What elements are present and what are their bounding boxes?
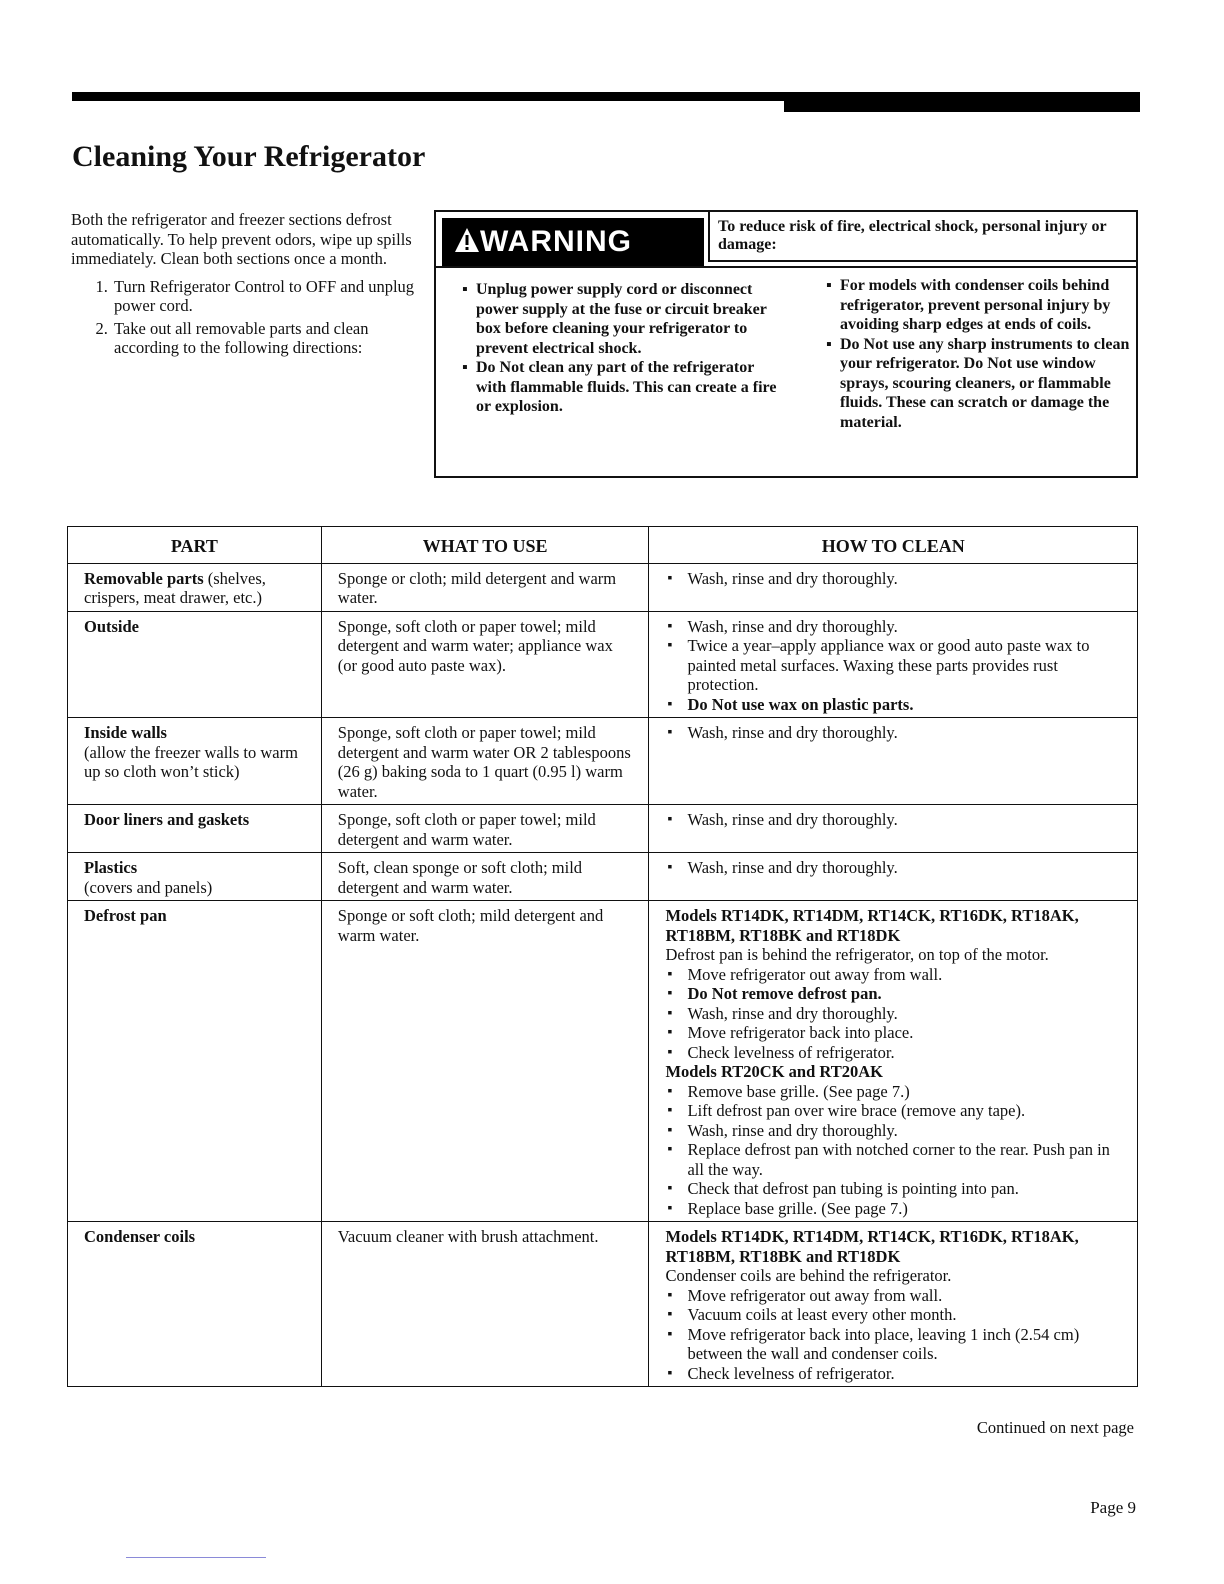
table-row (68, 611, 1138, 718)
use-cell: Sponge or cloth; mild detergent and warm water. (321, 563, 649, 611)
how-cell: Models RT14DK, RT14DM, RT14CK, RT16DK, RT18AK, RT18BM, RT18BK and RT18DK Defrost pan is behind the refrigerator, on top of the motor. ▪ Move refrigerator out away from wall. ▪ Do Not remove defrost pan. ▪ Wash, rinse and dry thoroughly. ▪ Move refrigerator back into place. ▪ Check levelness of refrigerator. Models RT20CK and RT20AK ▪ Remove base grille. (See page 7.) ▪ Lift defrost pan over wire brace (remove any tape). ▪ Wash, rinse and dry thoroughly. ▪ Replace defrost pan with notched corner to the rear. Push pan in all the way. ▪ Check that defrost pan tubing is pointing into pan. ▪ Replace base grille. (See page 7.) (649, 901, 1138, 1222)
how-cell: ▪ Wash, rinse and dry thoroughly. (649, 563, 1138, 611)
part-cell: Plastics (covers and panels) (68, 853, 322, 901)
continued-note: Continued on next page (976, 1418, 1134, 1437)
page-number: Page 9 (1090, 1498, 1136, 1517)
use-cell: Sponge, soft cloth or paper towel; mild detergent and warm water; appliance wax (or good auto paste wax). (321, 611, 649, 718)
use-cell: Soft, clean sponge or soft cloth; mild detergent and warm water. (321, 853, 649, 901)
use-cell: Sponge or soft cloth; mild detergent and warm water. (321, 901, 649, 1222)
how-cell: ▪ Wash, rinse and dry thoroughly. ▪ Twice a year–apply appliance wax or good auto paste wax to painted metal surfaces. Waxing these parts provides rust protection. ▪ Do Not use wax on plastic parts. (649, 611, 1138, 718)
warning-divider (436, 266, 1138, 268)
part-cell: Inside walls (allow the freezer walls to warm up so cloth won’t stick) (68, 718, 322, 805)
part-cell: Defrost pan (68, 901, 322, 1222)
table-header-row (68, 527, 1138, 564)
how-cell: ▪ Wash, rinse and dry thoroughly. (649, 805, 1138, 853)
intro-step: 2. Take out all removable parts and clean according to the following directions: (112, 319, 421, 358)
warning-right-column (826, 276, 1134, 432)
intro-step: 1. Turn Refrigerator Control to OFF and unplug power cord. (112, 277, 421, 316)
header-what-to-use: WHAT TO USE (321, 527, 649, 564)
warning-box (434, 210, 1138, 478)
use-cell: Sponge, soft cloth or paper towel; mild detergent and warm water. (321, 805, 649, 853)
use-cell: Sponge, soft cloth or paper towel; mild detergent and warm water OR 2 tablespoons (26 g) baking soda to 1 quart (0.95 l) warm water. (321, 718, 649, 805)
how-cell: ▪ Wash, rinse and dry thoroughly. (649, 853, 1138, 901)
warning-label: WARNING (442, 218, 704, 266)
warning-item: ▪ Do Not clean any part of the refrigerator with flammable fluids. This can create a fire or explosion. (462, 358, 782, 417)
part-cell: Removable parts (shelves, crispers, meat drawer, etc.) (68, 563, 322, 611)
warning-item: ▪ Unplug power supply cord or disconnect power supply at the fuse or circuit breaker box before cleaning your refrigerator to prevent electrical shock. (462, 280, 782, 358)
warning-triangle-icon (454, 220, 480, 268)
table-row (68, 1222, 1138, 1387)
table-row (68, 718, 1138, 805)
part-cell: Condenser coils (68, 1222, 322, 1387)
intro-paragraph: Both the refrigerator and freezer sections defrost automatically. To help prevent odors, wipe up spills immediately. Clean both sections once a month. (71, 210, 412, 268)
how-cell: ▪ Wash, rinse and dry thoroughly. (649, 718, 1138, 805)
warning-left-column (462, 280, 782, 417)
header-how-to-clean: HOW TO CLEAN (649, 527, 1138, 564)
table-row (68, 805, 1138, 853)
how-cell: Models RT14DK, RT14DM, RT14CK, RT16DK, RT18AK, RT18BM, RT18BK and RT18DK Condenser coils are behind the refrigerator. ▪ Move refrigerator out away from wall. ▪ Vacuum coils at least every other month. ▪ Move refrigerator back into place, leaving 1 inch (2.54 cm) between the wall and condenser coils. ▪ Check levelness of refrigerator. (649, 1222, 1138, 1387)
intro-section (71, 210, 421, 361)
cleaning-table (67, 526, 1138, 1387)
top-rule-tab (784, 92, 1140, 112)
warning-item: ▪ Do Not use any sharp instruments to clean your refrigerator. Do Not use window sprays, scouring cleaners, or flammable fluids. These can scratch or damage the material. (826, 335, 1134, 433)
intro-steps (71, 277, 421, 358)
table-row (68, 901, 1138, 1222)
part-cell: Outside (68, 611, 322, 718)
warning-item: ▪ For models with condenser coils behind refrigerator, prevent personal injury by avoiding sharp edges at ends of coils. (826, 276, 1134, 335)
header-part: PART (68, 527, 322, 564)
table-row (68, 563, 1138, 611)
part-cell: Door liners and gaskets (68, 805, 322, 853)
warning-subtitle: To reduce risk of fire, electrical shock, personal injury or damage: (708, 212, 1138, 262)
page-title: Cleaning Your Refrigerator (72, 140, 426, 173)
use-cell: Vacuum cleaner with brush attachment. (321, 1222, 649, 1387)
table-row (68, 853, 1138, 901)
footer-line (126, 1557, 266, 1558)
